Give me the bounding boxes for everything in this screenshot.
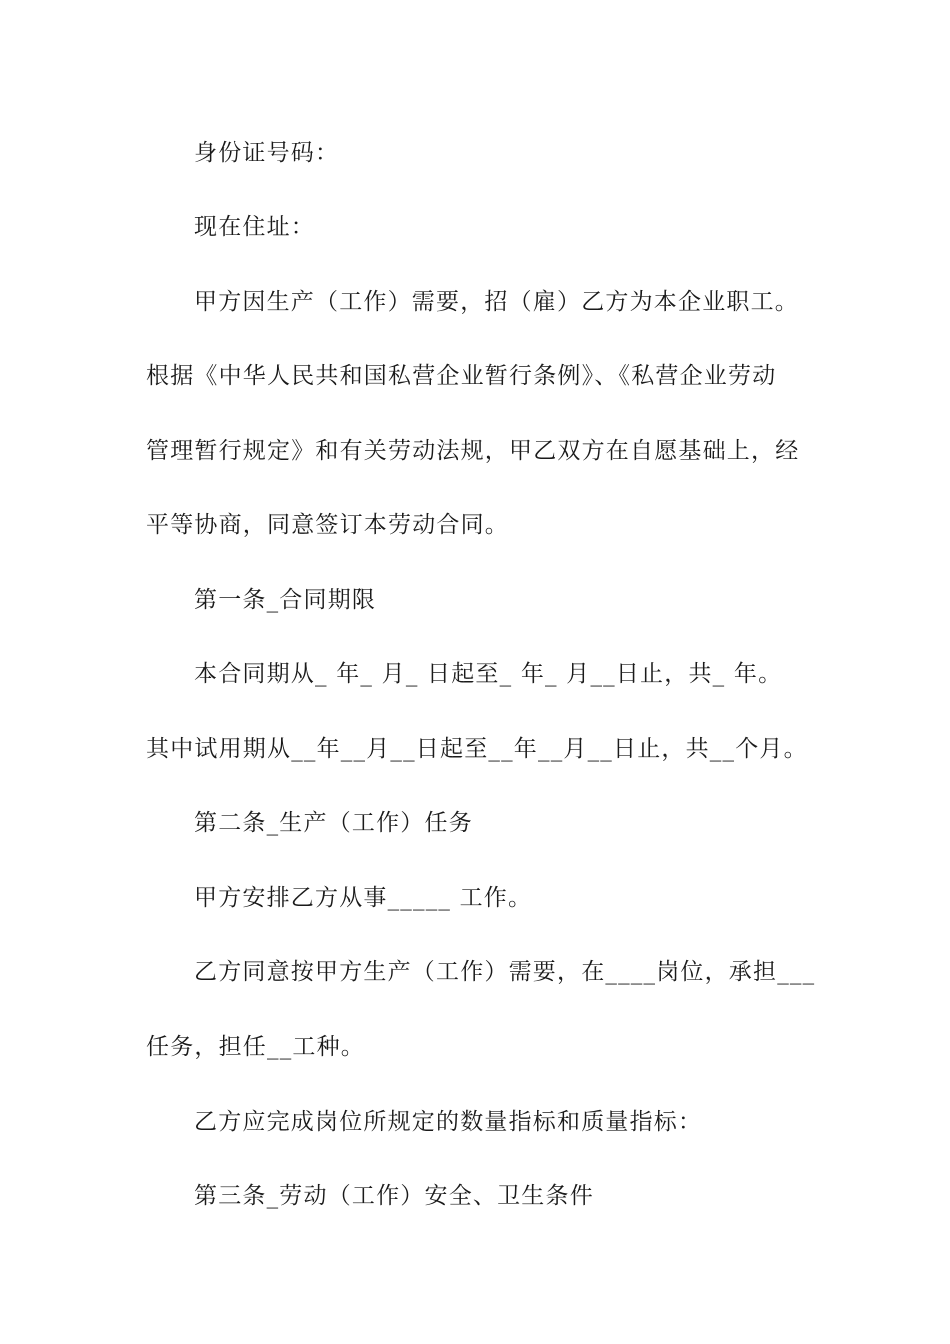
paragraph-line: 甲方安排乙方从事_____ 工作。 [194, 885, 533, 911]
id-number-label: 身份证号码： [194, 140, 340, 166]
article-2-heading: 第二条_生产（工作）任务 [194, 810, 473, 836]
paragraph-line: 乙方同意按甲方生产（工作）需要，在____岗位，承担___ [194, 959, 816, 985]
address-label: 现在住址： [194, 214, 315, 240]
paragraph-line: 本合同期从_ 年_ 月_ 日起至_ 年_ 月__日止，共_ 年。 [194, 661, 783, 687]
paragraph-line: 平等协商，同意签订本劳动合同。 [146, 512, 509, 538]
article-3-heading: 第三条_劳动（工作）安全、卫生条件 [194, 1183, 594, 1209]
paragraph-line: 甲方因生产（工作）需要，招（雇）乙方为本企业职工。 [194, 289, 799, 315]
paragraph-line: 管理暂行规定》和有关劳动法规，甲乙双方在自愿基础上，经 [146, 438, 800, 464]
paragraph-line: 根据《中华人民共和国私营企业暂行条例》、《私营企业劳动 [146, 363, 777, 389]
article-1-heading: 第一条_合同期限 [194, 587, 377, 613]
paragraph-line: 任务，担任__工种。 [146, 1034, 365, 1060]
paragraph-line: 其中试用期从__年__月__日起至__年__月__日止，共__个月。 [146, 736, 808, 762]
paragraph-line: 乙方应完成岗位所规定的数量指标和质量指标： [194, 1109, 703, 1135]
